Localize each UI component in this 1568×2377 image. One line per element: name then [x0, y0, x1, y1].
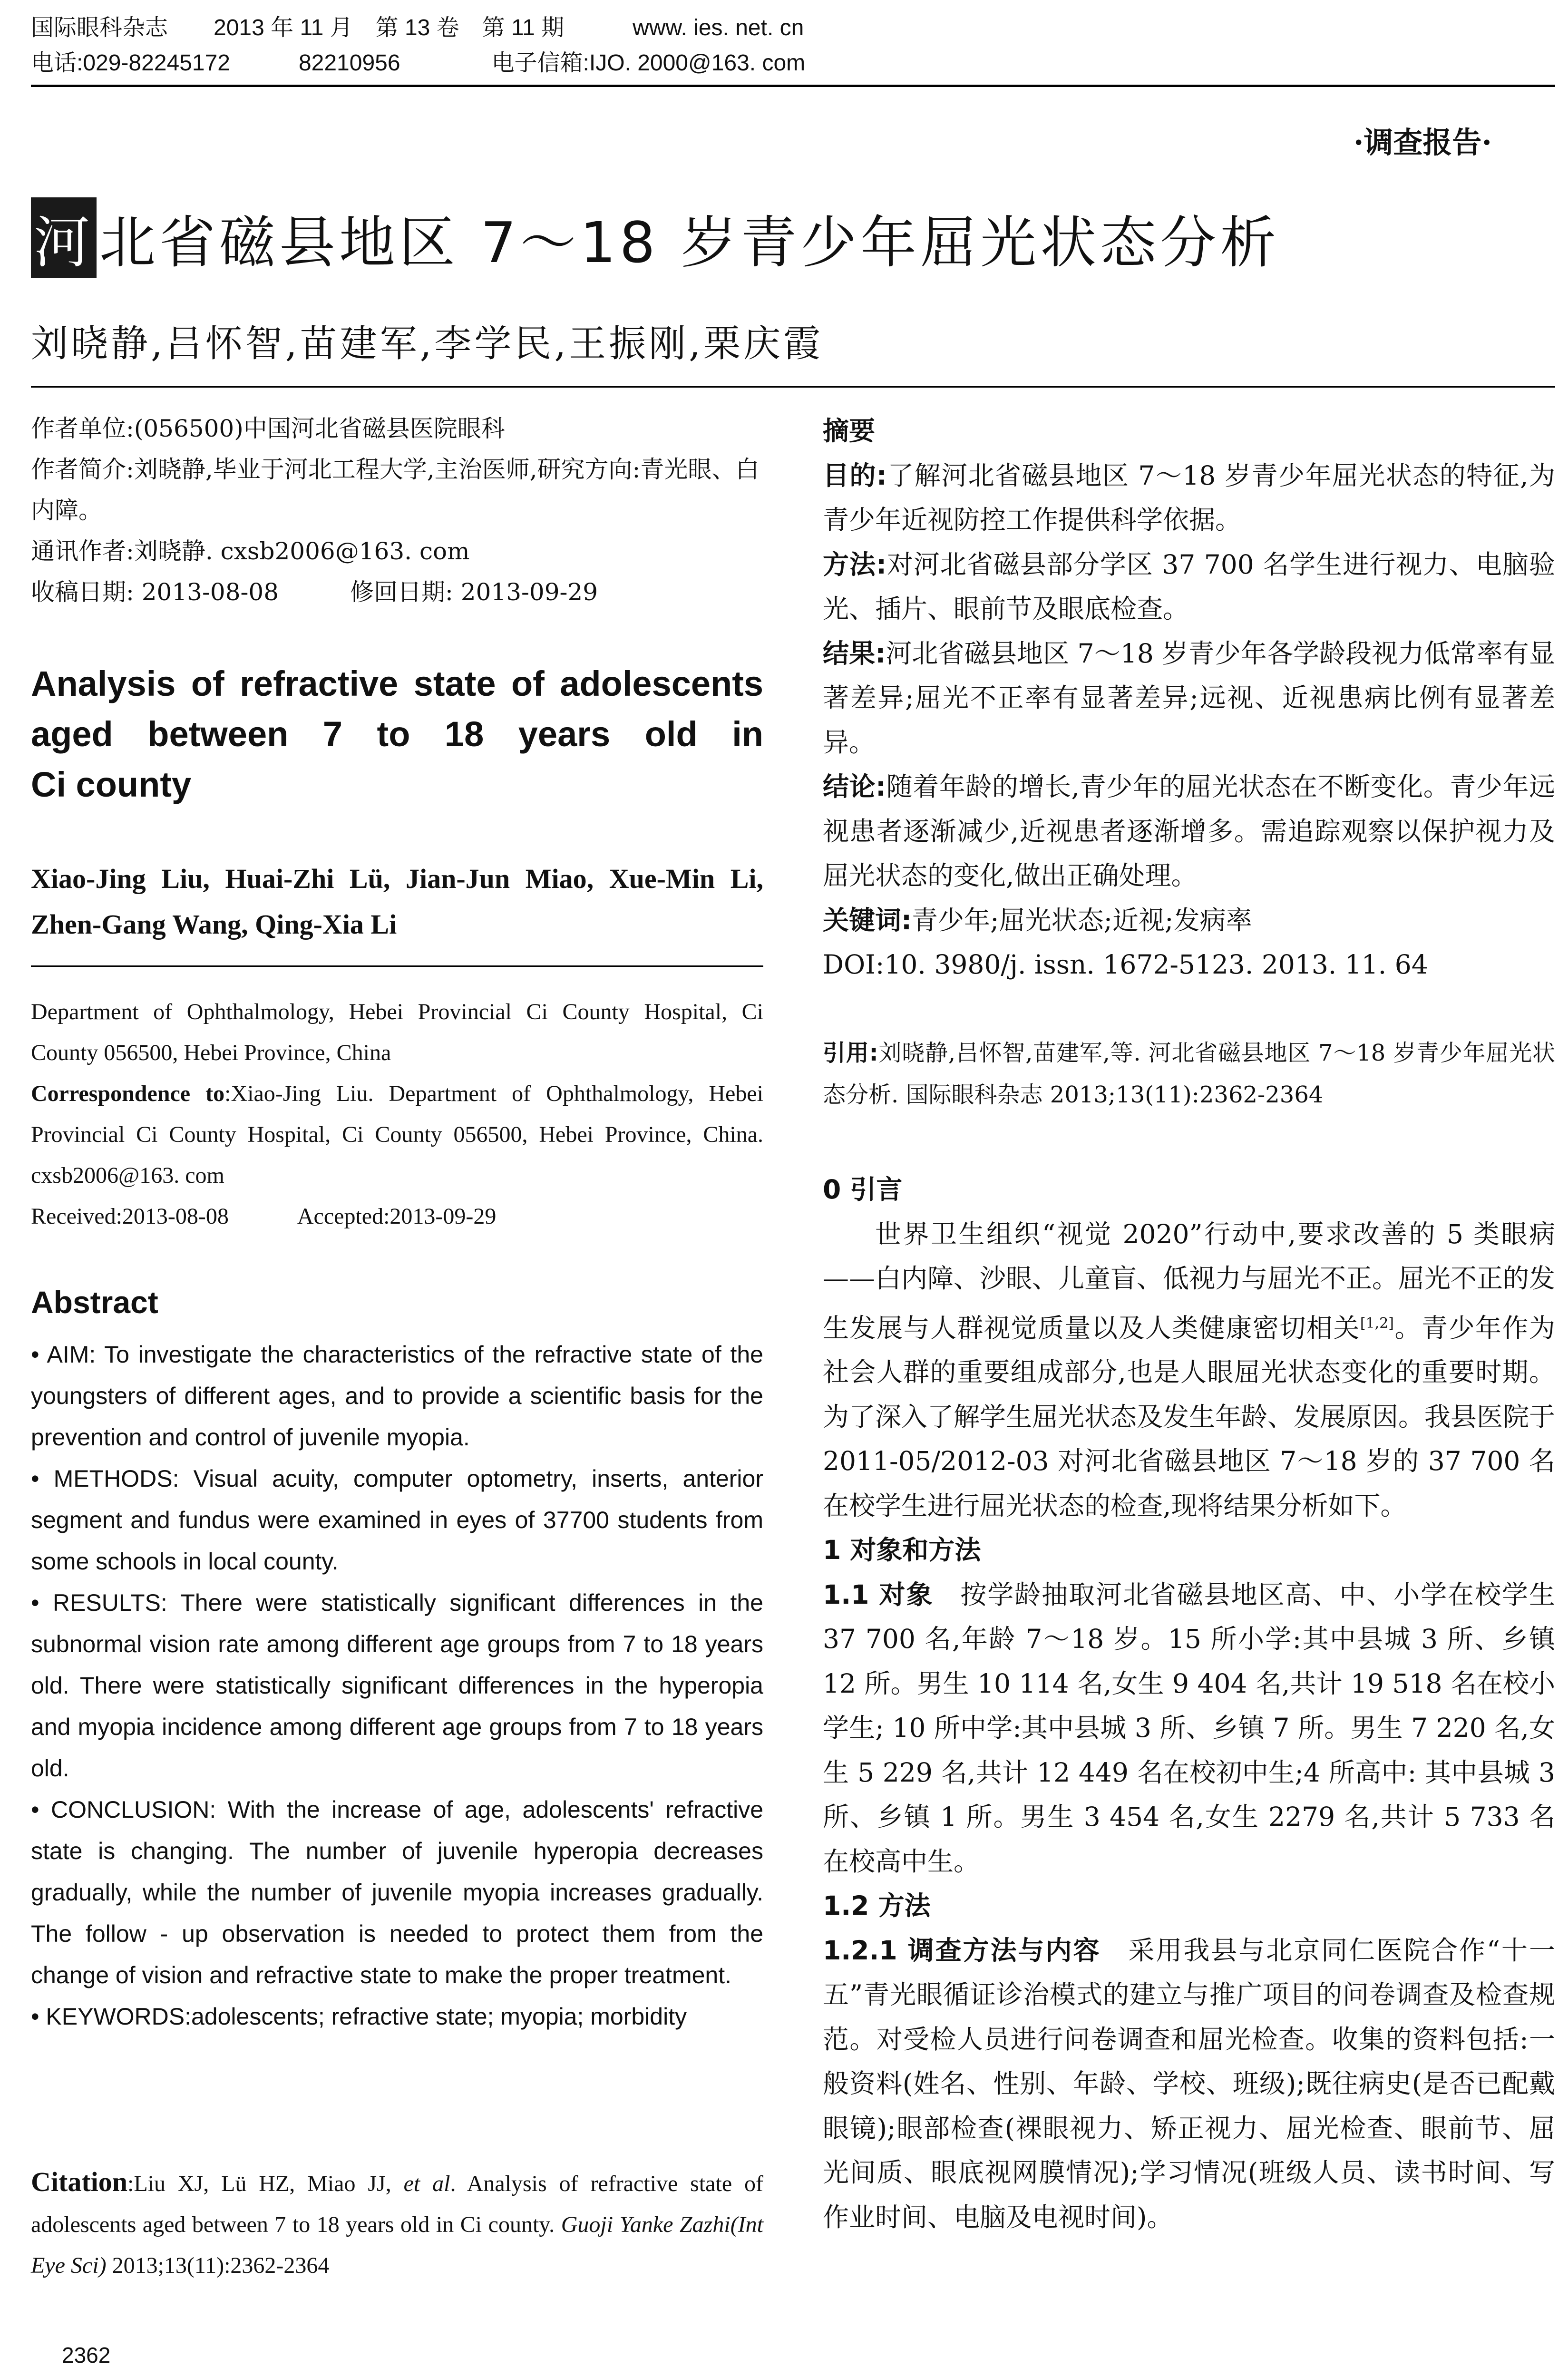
cite-cn [823, 1032, 1555, 1116]
citation-en [31, 2162, 763, 2286]
article-title-cn [31, 197, 1280, 278]
section-1-1 [823, 1573, 1555, 1884]
correspondence-label: Correspondence to [31, 1081, 225, 1106]
abstract-conclusion: • CONCLUSION: With the increase of age, adolescents' refractive state is changing. The number of juvenile hyperopia decreases gradually, while the number of juvenile myopia increases gradually. The follow - up observation is needed to protect them from the change of vision and refractive state to make the proper treatment. [31, 1796, 763, 1988]
received-dates-cn: 收稿日期: 2013-08-08 修回日期: 2013-09-29 [31, 578, 598, 606]
abstract-cn [823, 409, 1555, 987]
keywords-label-cn: 关键词: [823, 905, 912, 935]
aim-cn [823, 454, 1555, 543]
journal-header-line2: 电话:029-82245172 82210956 电子信箱:IJO. 2000@163. com [31, 50, 806, 76]
header-rule [31, 85, 1555, 87]
intro-text-a: 世界卫生组织“视觉 2020”行动中,要求改善的 5 类眼病——白内障、沙眼、儿童盲、低视力与屈光不正。屈光不正的发生发展与人群视觉质量以及人类健康密切相关 [823, 1218, 1556, 1343]
section1-heading: 1 对象和方法 [823, 1535, 981, 1566]
affiliation-block [31, 992, 763, 1237]
article-title-en [31, 659, 763, 810]
authors-en: Xiao-Jing Liu, Huai-Zhi Lü, Jian-Jun Miao, Xue-Min Li, Zhen-Gang Wang, Qing-Xia Li [31, 863, 763, 940]
received-accepted-en: Received:2013-08-08 Accepted:2013-09-29 [31, 1204, 497, 1229]
abstract-methods: • METHODS: Visual acuity, computer optometry, inserts, anterior segment and fundus were examined in eyes of 37700 students from some schools in local county. [31, 1465, 763, 1575]
title-rule [31, 386, 1555, 388]
corresponding-author: 通讯作者:刘晓静. cxsb2006@163. com [31, 537, 470, 565]
affiliation-en: Department of Ophthalmology, Hebei Provincial Ci County Hospital, Ci County 056500, Hebei Province, China [31, 999, 763, 1065]
section-1-1-label: 1.1 对象 [823, 1579, 934, 1610]
citation-journal: Guoji Yanke Zazhi(Int Eye Sci) [31, 2212, 764, 2278]
cite-text-cn: 刘晓静,吕怀智,苗建军,等. 河北省磁县地区 7～18 岁青少年屈光状态分析. 国际眼科杂志 2013;13(11):2362-2364 [823, 1040, 1555, 1108]
keywords-cn [823, 898, 1555, 943]
correspondence-text: :Xiao-Jing Liu. Department of Ophthalmology, Hebei Provincial Ci County Hospital, Ci County 056500, Hebei Province, China. cxsb2006@163. com [31, 1081, 764, 1188]
citation-label: Citation [31, 2166, 127, 2197]
title-rest: 北省磁县地区 7～18 岁青少年屈光状态分析 [99, 210, 1280, 275]
methods-label-cn: 方法: [823, 549, 886, 580]
section-1-2-heading: 1.2 方法 [823, 1890, 931, 1921]
author-unit: 作者单位:(056500)中国河北省磁县医院眼科 [31, 415, 505, 442]
section-1-1-text: 按学龄抽取河北省磁县地区高、中、小学在校学生 37 700 名,年龄 7～18 岁。15 所小学:其中县城 3 所、乡镇 12 所。男生 10 114 名,女生 9 404 名,共计 19 518 名在校小学生; 10 所中学:其中县城 3 所、乡镇 7 所。男生 7 220 名,女生 5 229 名,共计 12 449 名在校初中生;4 所高中: 其中县城 3 所、乡镇 1 所。男生 3 454 名,女生 2279 名,共计 5 733 名在校高中生。 [823, 1579, 1555, 1877]
title-en-line3: Ci county [31, 765, 192, 804]
abstract-keywords: • KEYWORDS:adolescents; refractive state; myopia; morbidity [31, 2003, 687, 2030]
title-first-char: 河 [31, 197, 97, 278]
conclusion-label-cn: 结论: [823, 771, 886, 802]
authors-cn: 刘晓静,吕怀智,苗建军,李学民,王振刚,栗庆霞 [31, 322, 823, 365]
body-cn [823, 1168, 1555, 2240]
citation-text-b: . Analysis of refractive state of adolescents aged between 7 to 18 years old in Ci county. [31, 2171, 763, 2237]
section-tag: ·调查报告· [1353, 125, 1492, 160]
aim-label-cn: 目的: [823, 460, 887, 491]
title-en-line1: Analysis of refractive state of adolescents [31, 664, 763, 703]
conclusion-text-cn: 随着年龄的增长,青少年的屈光状态在不断变化。青少年远视患者逐渐减少,近视患者逐渐增多。需追踪观察以保护视力及屈光状态的变化,做出正确处理。 [823, 771, 1556, 891]
citation-text-a: :Liu XJ, Lü HZ, Miao JJ, [127, 2171, 404, 2196]
section-1-2-1-label: 1.2.1 调查方法与内容 [823, 1935, 1101, 1966]
journal-header-line1: 国际眼科杂志 2013 年 11 月 第 13 卷 第 11 期 www. ies. net. cn [31, 15, 804, 40]
citation-etal: et al [403, 2171, 450, 2196]
abstract-results: • RESULTS: There were statistically significant differences in the subnormal vision rate among different age groups from 7 to 18 years old. There were statistically significant differences in the hyperopia and myopia incidence among different age groups from 7 to 18 years old. [31, 1589, 763, 1782]
conclusion-cn [823, 765, 1555, 898]
results-text-cn: 河北省磁县地区 7～18 岁青少年各学龄段视力低常率有显著差异;屈光不正率有显著差异;远视、近视患病比例有显著差异。 [823, 638, 1555, 758]
intro-heading: 0 引言 [823, 1174, 903, 1205]
results-label-cn: 结果: [823, 638, 886, 669]
doi: DOI:10. 3980/j. issn. 1672-5123. 2013. 11. 64 [823, 949, 1428, 980]
aim-text-cn: 了解河北省磁县地区 7～18 岁青少年屈光状态的特征,为青少年近视防控工作提供科学依据。 [823, 460, 1555, 535]
intro-paragraph [823, 1212, 1555, 1529]
abstract-heading-cn: 摘要 [823, 416, 876, 446]
section-1-2-1-text: 采用我县与北京同仁医院合作“十一五”青光眼循证诊治模式的建立与推广项目的问卷调查及检查规范。对受检人员进行问卷调查和屈光检查。收集的资料包括:一般资料(姓名、性别、年龄、学校、班级);既往病史(是否已配戴眼镜);眼部检查(裸眼视力、矫正视力、屈光检查、眼前节、屈光间质、眼底视网膜情况);学习情况(班级人员、读书时间、写作业时间、电脑及电视时间)。 [823, 1935, 1555, 2232]
page-number: 2362 [62, 2343, 111, 2367]
results-cn [823, 632, 1555, 765]
author-info-block [31, 408, 763, 613]
abstract-heading-en: Abstract [31, 1285, 158, 1320]
citation-text-c: 2013;13(11):2362-2364 [106, 2253, 330, 2278]
correspondence-en [31, 1073, 763, 1196]
title-en-line2: aged between 7 to 18 years old in [31, 714, 763, 754]
cite-label-cn: 引用: [823, 1040, 878, 1066]
abstract-aim: • AIM: To investigate the characteristics of the refractive state of the youngsters of different ages, and to provide a scientific basis for the prevention and control of juvenile myopia. [31, 1341, 763, 1451]
methods-cn [823, 543, 1555, 632]
abstract-body-en [31, 1334, 763, 2037]
author-bio: 作者简介:刘晓静,毕业于河北工程大学,主治医师,研究方向:青光眼、白内障。 [31, 456, 760, 524]
methods-text-cn: 对河北省磁县部分学区 37 700 名学生进行视力、电脑验光、插片、眼前节及眼底检查。 [823, 549, 1555, 624]
intro-text-b: 。青少年作为社会人群的重要组成部分,也是人眼屈光状态变化的重要时期。为了深入了解学生屈光状态及发生年龄、发展原因。我县医院于 2011-05/2012-03 对河北省磁县地区 7～18 岁的 37 700 名在校学生进行屈光状态的检查,现将结果分析如下。 [823, 1312, 1556, 1521]
keywords-text-cn: 青少年;屈光状态;近视;发病率 [912, 905, 1252, 935]
intro-ref: [1,2] [1360, 1315, 1394, 1332]
affil-rule [31, 965, 763, 967]
section-1-2-1 [823, 1929, 1555, 2240]
